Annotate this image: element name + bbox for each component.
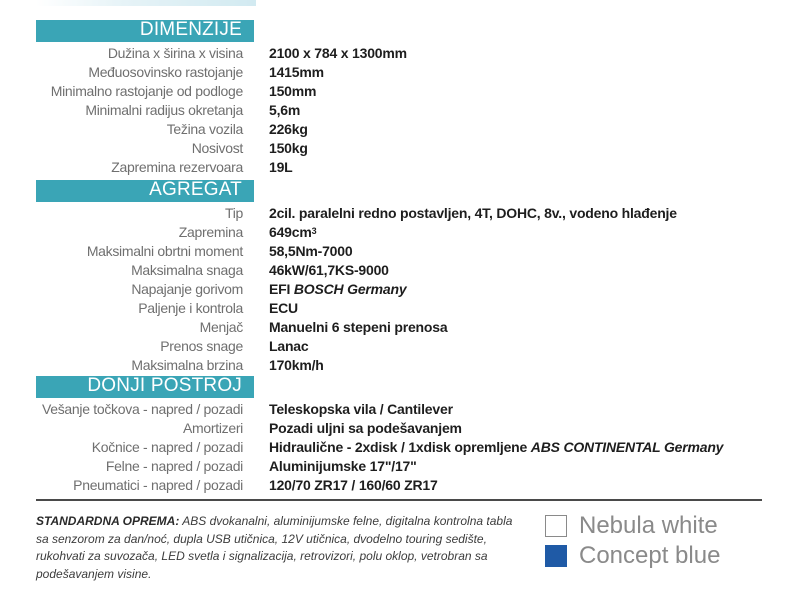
spec-value: 170km/h [269, 357, 324, 373]
spec-label: Menjač [199, 319, 243, 335]
section-dimenzije [36, 20, 762, 177]
spec-value: 1415mm [269, 64, 324, 80]
spec-value: Teleskopska vila / Cantilever [269, 401, 453, 417]
section-header [36, 20, 254, 42]
spec-value: 19L [269, 159, 293, 175]
color-swatch [545, 515, 567, 537]
spec-row [36, 120, 762, 139]
spec-label: Dužina x širina x visina [107, 45, 243, 61]
spec-row [36, 318, 762, 337]
spec-label: Napajanje gorivom [131, 281, 243, 297]
spec-row [36, 337, 762, 356]
spec-label: Maksimalna brzina [131, 357, 243, 373]
spec-label: Težina vozila [166, 121, 243, 137]
spec-row [36, 419, 762, 438]
spec-value: ECU [269, 300, 298, 316]
spec-value: 226kg [269, 121, 308, 137]
spec-value [269, 438, 723, 457]
spec-label: Kočnice - napred / pozadi [91, 439, 243, 455]
spec-row [36, 457, 762, 476]
spec-value: 2100 x 784 x 1300mm [269, 45, 407, 61]
spec-label: Međuosovinsko rastojanje [88, 64, 243, 80]
spec-value: Aluminijumske 17"/17" [269, 458, 417, 474]
spec-value: 150mm [269, 83, 317, 99]
section-agregat [36, 180, 762, 375]
spec-row [36, 261, 762, 280]
spec-row [36, 280, 762, 299]
spec-row [36, 223, 762, 242]
standard-equipment-title: STANDARDNA OPREMA: [36, 514, 180, 528]
section-title: DIMENZIJE [139, 19, 242, 40]
spec-row [36, 82, 762, 101]
spec-row [36, 242, 762, 261]
section-header [36, 376, 254, 398]
spec-value [269, 223, 316, 242]
spec-value: Manuelni 6 stepeni prenosa [269, 319, 448, 335]
spec-label: Zapremina [178, 224, 243, 240]
section-donji-postroj [36, 376, 762, 495]
spec-value-text: 649cm [269, 224, 312, 240]
standard-equipment-text: ABS dvokanalni, aluminijumske felne, digitalna kontrolna tabla sa senzorom za dan/noć, dupla USB utičnica, 12V utičnica, dvodelno touring sedište, rukohvati za suvozača, LED svetla i signalizacija, retrovizori, polu oklop, vetrobran sa podešavanjem visine. [36, 514, 513, 581]
spec-row [36, 63, 762, 82]
spec-value-italic: BOSCH Germany [293, 281, 407, 297]
spec-row [36, 139, 762, 158]
spec-row [36, 204, 762, 223]
spec-value: 58,5Nm-7000 [269, 243, 353, 259]
spec-label: Paljenje i kontrola [138, 300, 243, 316]
spec-label: Prenos snage [160, 338, 243, 354]
spec-row [36, 400, 762, 419]
color-name: Nebula white [579, 512, 718, 539]
spec-label: Felne - napred / pozadi [105, 458, 243, 474]
spec-value: 46kW/61,7KS-9000 [269, 262, 389, 278]
section-title: AGREGAT [149, 179, 242, 200]
spec-value-italic: ABS CONTINENTAL Germany [530, 439, 724, 455]
spec-label: Tip [224, 205, 243, 221]
spec-value: 2cil. paralelni redno postavljen, 4T, DOHC, 8v., vodeno hlađenje [269, 205, 677, 221]
spec-row [36, 476, 762, 495]
superscript: 3 [311, 226, 317, 236]
spec-value-text: EFI [269, 281, 294, 297]
spec-label: Vešanje točkova - napred / pozadi [41, 401, 243, 417]
spec-value [269, 280, 406, 299]
top-fade-strip [36, 0, 256, 6]
spec-value: 5,6m [269, 102, 301, 118]
standard-equipment [36, 513, 522, 583]
spec-row [36, 299, 762, 318]
spec-value-text: Hidraulične - 2xdisk / 1xdisk opremljene [269, 439, 531, 455]
spec-label: Zapremina rezervoara [111, 159, 243, 175]
spec-label: Maksimalna snaga [131, 262, 243, 278]
section-title: DONJI POSTROJ [87, 375, 242, 396]
color-name: Concept blue [579, 542, 721, 569]
spec-label: Amortizeri [182, 420, 243, 436]
color-swatch [545, 545, 567, 567]
section-header [36, 180, 254, 202]
spec-value: 120/70 ZR17 / 160/60 ZR17 [269, 477, 438, 493]
spec-value: 150kg [269, 140, 308, 156]
spec-row [36, 44, 762, 63]
spec-row [36, 158, 762, 177]
spec-label: Nosivost [191, 140, 243, 156]
spec-row [36, 356, 762, 375]
spec-value: Lanac [269, 338, 309, 354]
spec-label: Minimalni radijus okretanja [85, 102, 243, 118]
spec-row [36, 101, 762, 120]
spec-value: Pozadi uljni sa podešavanjem [269, 420, 462, 436]
divider [36, 499, 762, 501]
spec-row [36, 438, 762, 457]
spec-label: Maksimalni obrtni moment [86, 243, 243, 259]
spec-label: Pneumatici - napred / pozadi [73, 477, 243, 493]
spec-label: Minimalno rastojanje od podloge [50, 83, 243, 99]
